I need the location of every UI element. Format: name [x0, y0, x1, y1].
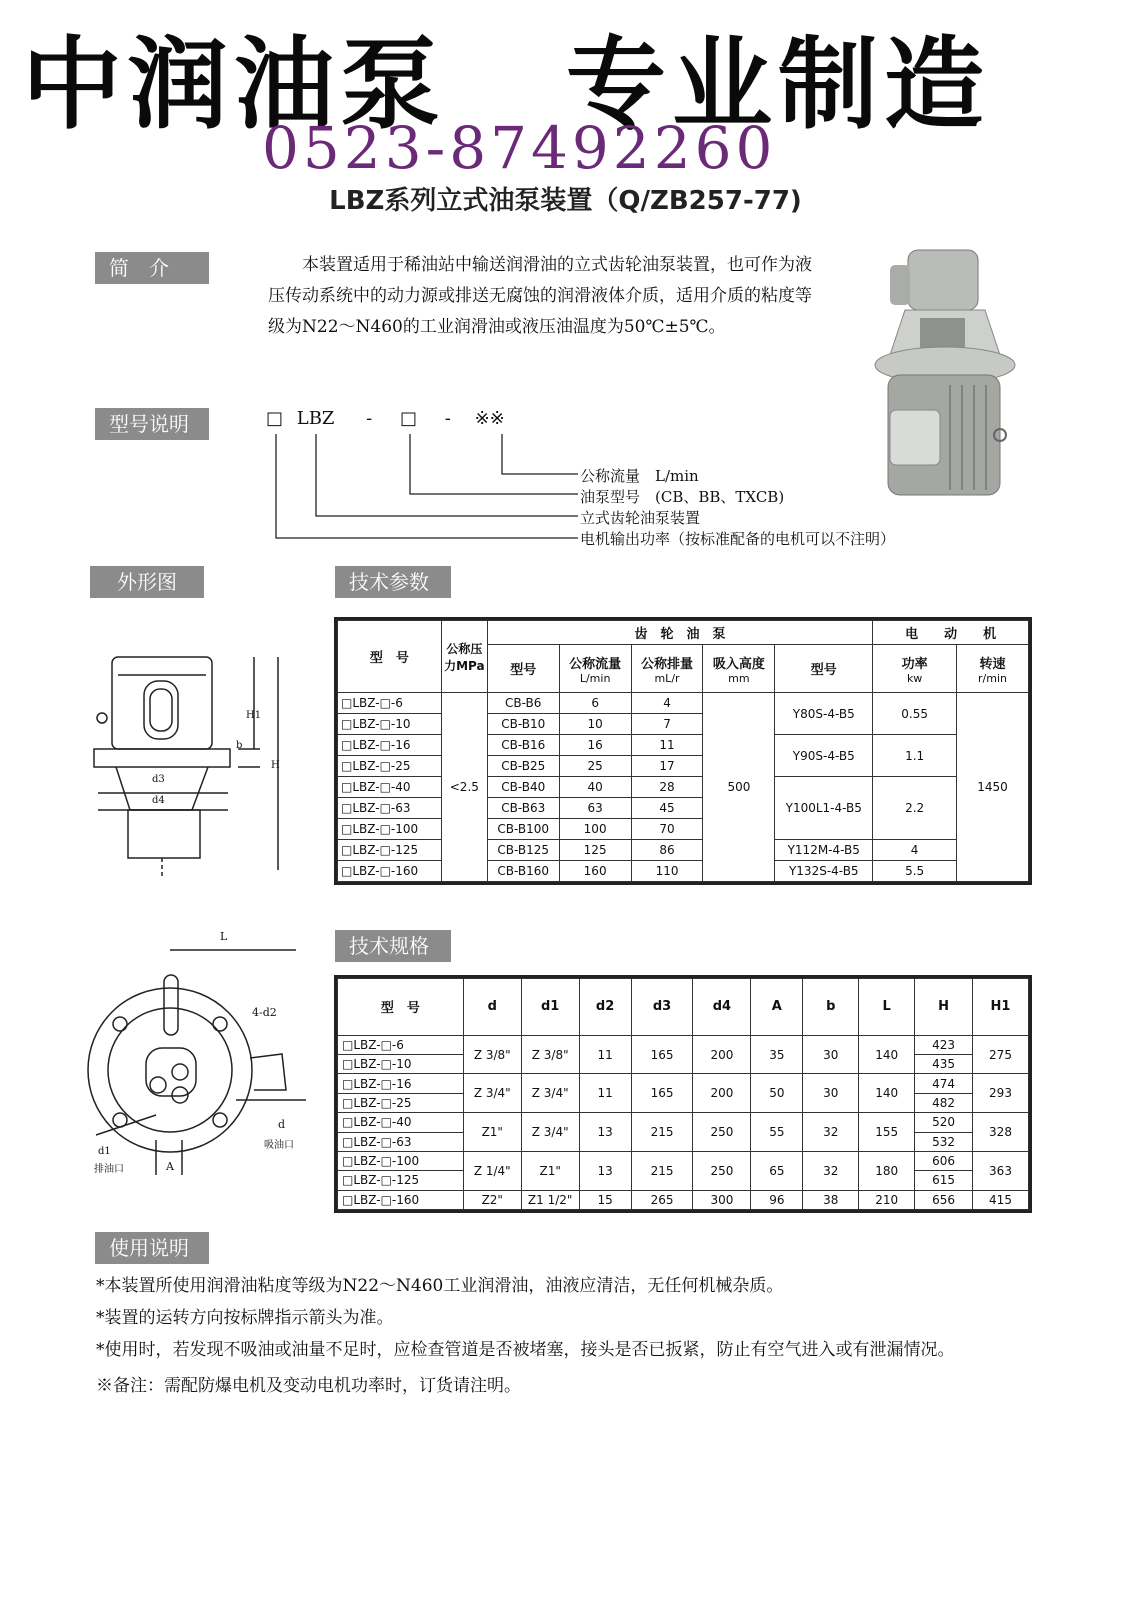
label-b: b: [236, 740, 243, 751]
label-d3: d3: [152, 774, 165, 785]
table-row: □LBZ-□-6 Z 3/8" Z 3/8" 11 165 200 35 30 140 423 275: [338, 1035, 1029, 1054]
intro-text: 本装置适用于稀油站中输送润滑油的立式齿轮油泵装置，也可作为液压传动系统中的动力源或排送无腐蚀的润滑液体介质，适用介质的粘度等级为N22～N460的工业润滑油或液压油温度为50℃±5℃。: [268, 255, 812, 337]
usage-item: *本装置所使用润滑油粘度等级为N22～N460工业润滑油，油液应清洁，无任何机械杂质。: [96, 1276, 784, 1296]
model-dash-1: -: [366, 408, 373, 429]
h-pressure: 公称压力MPa: [441, 621, 487, 693]
usage-note: ※备注：需配防爆电机及变动电机功率时，订货请注明。: [96, 1376, 521, 1396]
label-suction: 吸油口: [264, 1140, 294, 1151]
label-discharge: 排油口: [94, 1164, 124, 1175]
model-mark: ※※: [474, 408, 505, 429]
table-row: □LBZ-□-25 482: [338, 1093, 1029, 1112]
h-pump: 齿 轮 油 泵: [487, 621, 872, 645]
model-leader-lines: [260, 432, 590, 552]
table-row: □LBZ-□-63 532: [338, 1132, 1029, 1151]
params-table: [337, 620, 1029, 882]
spec-table: [337, 978, 1029, 1210]
legend-flow: 公称流量 L/min: [580, 467, 699, 485]
usage-item: *装置的运转方向按标牌指示箭头为准。: [96, 1308, 394, 1328]
label-h1: H1: [246, 710, 262, 721]
spec-header: H: [915, 979, 973, 1036]
table-row: □LBZ-□-160 Z2" Z1 1/2" 15 265 300 96 38 210 656 415: [338, 1190, 1029, 1209]
label-d: d: [278, 1118, 286, 1131]
table-row: □LBZ-□-40 Z1" Z 3/4" 13 215 250 55 32 155 520 328: [338, 1113, 1029, 1132]
model-dash-2: -: [444, 408, 451, 429]
table-row: □LBZ-□-40 CB-B40 40 28 Y100L1-4-B5 2.2: [338, 777, 1029, 798]
table-row: □LBZ-□-100 CB-B100 100 70: [338, 819, 1029, 840]
table-row: □LBZ-□-6 <2.5 CB-B6 6 4 500 Y80S-4-B5 0.55 1450: [338, 693, 1029, 714]
speed-cell: 1450: [957, 693, 1029, 882]
label-l: L: [220, 930, 228, 943]
h-motor: 电 动 机: [873, 621, 1029, 645]
section-tech-params: 技术参数: [335, 566, 451, 598]
spec-header: A: [751, 979, 803, 1036]
spec-header: 型 号: [338, 979, 464, 1036]
spec-header: d2: [579, 979, 631, 1036]
h-power: 功率 kw: [873, 645, 957, 693]
table-row: □LBZ-□-63 CB-B63 63 45: [338, 798, 1029, 819]
label-d4: d4: [152, 795, 165, 806]
h-suction: 吸入高度 mm: [703, 645, 775, 693]
h-model: 型 号: [338, 621, 442, 693]
h-speed: 转速 r/min: [957, 645, 1029, 693]
section-tech-spec: 技术规格: [335, 930, 451, 962]
model-box-2: □: [400, 408, 418, 429]
usage-item: *使用时，若发现不吸油或油量不足时，应检查管道是否被堵塞，接头是否已扳紧，防止有空气进入或有泄漏情况。: [96, 1340, 955, 1360]
table-row: □LBZ-□-10 CB-B10 10 7: [338, 714, 1029, 735]
spec-header: d3: [631, 979, 693, 1036]
label-4d2: 4-d2: [252, 1006, 277, 1019]
legend-pump: 油泵型号 (CB、BB、TXCB): [580, 488, 785, 506]
brand-right: 专业制造: [566, 26, 990, 143]
pressure-cell: <2.5: [441, 693, 487, 882]
legend-power: 电机输出功率（按标准配备的电机可以不注明）: [580, 530, 896, 548]
model-lbz: LBZ: [296, 408, 335, 429]
table-row: □LBZ-□-100 Z 1/4" Z1" 13 215 250 65 32 180 606 363: [338, 1151, 1029, 1170]
h-motor-model: 型号: [775, 645, 873, 693]
side-view-drawing: [88, 645, 298, 885]
model-box-1: □: [266, 408, 284, 429]
h-pump-model: 型号: [487, 645, 559, 693]
table-row: □LBZ-□-16 CB-B16 16 11 Y90S-4-B5 1.1: [338, 735, 1029, 756]
params-frame: [334, 617, 1032, 885]
page-subtitle: LBZ系列立式油泵装置（Q/ZB257-77): [329, 186, 802, 216]
section-outline: 外形图: [90, 566, 204, 598]
spec-header: d4: [693, 979, 751, 1036]
legend-device: 立式齿轮油泵装置: [580, 509, 701, 527]
spec-header: d1: [521, 979, 579, 1036]
spec-header: L: [859, 979, 915, 1036]
h-flow: 公称流量 L/min: [559, 645, 631, 693]
section-intro: 简 介: [95, 252, 209, 284]
spec-header: b: [803, 979, 859, 1036]
table-row: □LBZ-□-25 CB-B25 25 17: [338, 756, 1029, 777]
table-row: □LBZ-□-125 615: [338, 1171, 1029, 1190]
h-disp: 公称排量 mL/r: [631, 645, 703, 693]
label-h: H: [271, 760, 280, 771]
suction-cell: 500: [703, 693, 775, 882]
brand-left: 中润油泵: [22, 26, 446, 143]
table-row: □LBZ-□-125 CB-B125 125 86 Y112M-4-B5 4: [338, 840, 1029, 861]
label-a: A: [166, 1160, 174, 1173]
table-row: □LBZ-□-160 CB-B160 160 110 Y132S-4-B5 5.5: [338, 861, 1029, 882]
section-usage: 使用说明: [95, 1232, 209, 1264]
top-view-drawing: [86, 940, 326, 1190]
section-model: 型号说明: [95, 408, 209, 440]
spec-header: d: [463, 979, 521, 1036]
model-code: [266, 408, 505, 429]
label-d1: d1: [98, 1146, 111, 1157]
model-legend: [580, 465, 895, 549]
table-row: □LBZ-□-16 Z 3/4" Z 3/4" 11 165 200 50 30 140 474 293: [338, 1074, 1029, 1093]
spec-frame: [334, 975, 1032, 1213]
table-row: □LBZ-□-10 435: [338, 1055, 1029, 1074]
phone-number: 0523-87492260: [262, 114, 777, 182]
spec-header: H1: [973, 979, 1029, 1036]
usage-list: [96, 1270, 1056, 1402]
